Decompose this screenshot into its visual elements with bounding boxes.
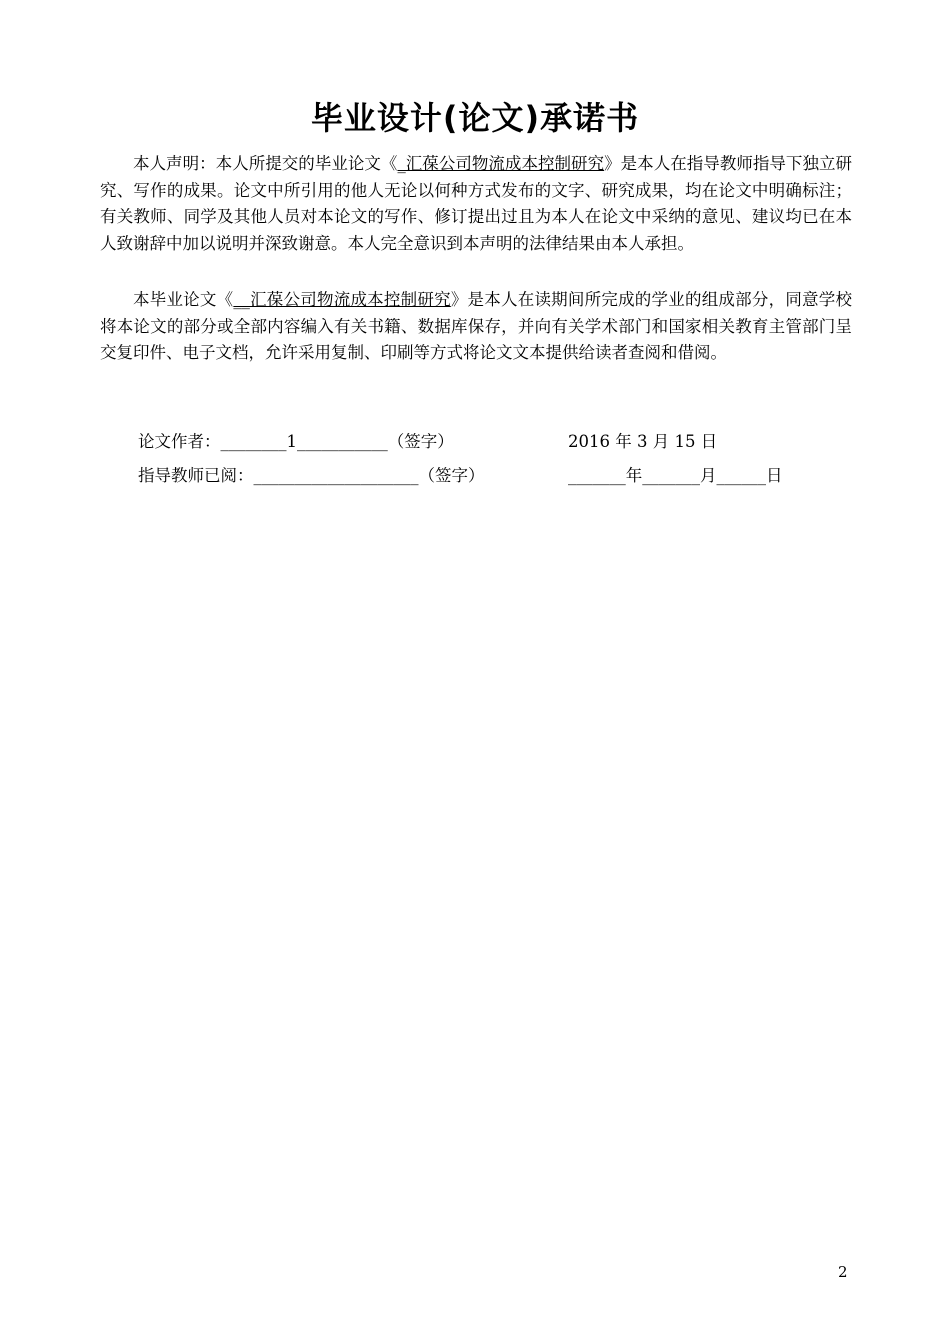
author-signature-field: ________1___________ — [220, 432, 388, 451]
advisor-signature-line — [138, 464, 485, 488]
author-date: 2016 年 3 月 15 日 — [568, 432, 718, 451]
paragraph1-suffix: 》是本人在指导教师指导下独立研究、写作的成果。论文中所引用的他人无论以何种方式发布的文字、研究成果，均在论文中明确标注；有关教师、同学及其他人员对本论文的写作、修订提出过且为本人在论文中采纳的意见、建议均已在本人致谢辞中加以说明并深致谢意。本人完全意识到本声明的法律结果由本人承担。 — [100, 154, 853, 253]
advisor-signature-field: ____________________ — [253, 466, 419, 485]
paragraph2-suffix: 》是本人在读期间所完成的学业的组成部分，同意学校将本论文的部分或全部内容编入有关书籍、数据库保存，并向有关学术部门和国家相关教育主管部门呈交复印件、电子文档，允许采用复制、印刷等方式将论文文本提供给读者查阅和借阅。 — [100, 290, 853, 362]
advisor-label: 指导教师已阅： — [138, 466, 254, 485]
declaration-paragraph — [100, 151, 852, 257]
advisor-sign-note: （签字） — [418, 466, 485, 485]
page-number: 2 — [838, 1263, 848, 1281]
paragraph1-thesis-title: _汇葆公司物流成本控制研究 — [397, 154, 605, 173]
page-title: 毕业设计(论文)承诺书 — [310, 99, 640, 137]
paragraph1-prefix: 本人声明：本人所提交的毕业论文《 — [133, 154, 398, 173]
authorization-paragraph — [100, 287, 852, 367]
paragraph2-thesis-title: __汇葆公司物流成本控制研究 — [233, 290, 451, 309]
author-sign-note: （签字） — [387, 432, 454, 451]
advisor-date: _______年_______月______日 — [568, 466, 783, 485]
author-label: 论文作者： — [138, 432, 221, 451]
author-signature-line — [138, 430, 454, 454]
paragraph2-prefix: 本毕业论文《 — [133, 290, 234, 309]
